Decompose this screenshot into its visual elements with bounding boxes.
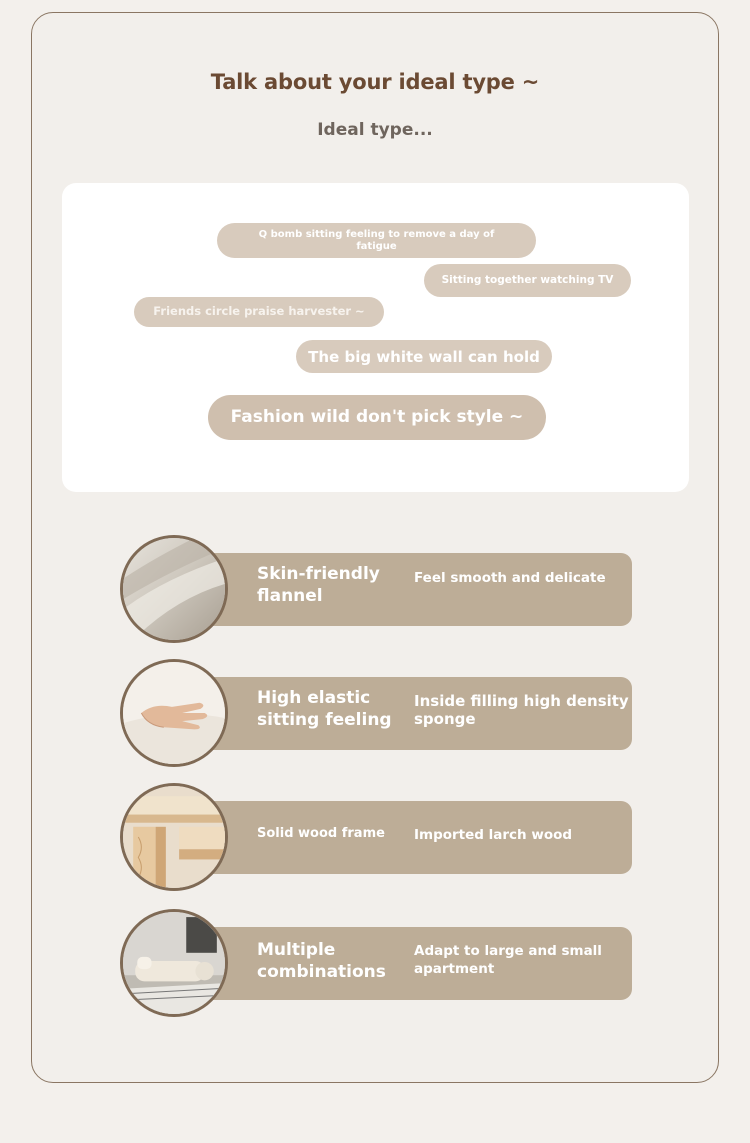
- hand-pressing-sponge-image: [120, 659, 228, 767]
- living-room-sofa-image: [120, 909, 228, 1017]
- feature-description: Feel smooth and delicate: [414, 570, 606, 586]
- speech-bubble: Sitting together watching TV: [424, 264, 631, 297]
- page-subtitle: Ideal type...: [317, 120, 433, 140]
- feature-title: Solid wood frame: [257, 826, 385, 841]
- page-title: Talk about your ideal type ~: [210, 70, 540, 94]
- content-card: [31, 12, 719, 1083]
- speech-bubble: The big white wall can hold: [296, 340, 552, 373]
- flannel-fabric-image: [120, 535, 228, 643]
- feature-title: Skin-friendly flannel: [257, 564, 380, 606]
- feature-description: Adapt to large and small apartment: [414, 943, 602, 977]
- speech-bubble: Fashion wild don't pick style ~: [208, 395, 546, 440]
- wood-frame-image: [120, 783, 228, 891]
- speech-bubble: Friends circle praise harvester ~: [134, 297, 384, 327]
- feature-title: Multiple combinations: [257, 940, 386, 982]
- speech-bubble: Q bomb sitting feeling to remove a day of fatigue: [217, 223, 536, 258]
- feature-description: Imported larch wood: [414, 827, 573, 843]
- feature-title: High elastic sitting feeling: [257, 688, 392, 730]
- feature-description: Inside filling high density sponge: [414, 692, 629, 728]
